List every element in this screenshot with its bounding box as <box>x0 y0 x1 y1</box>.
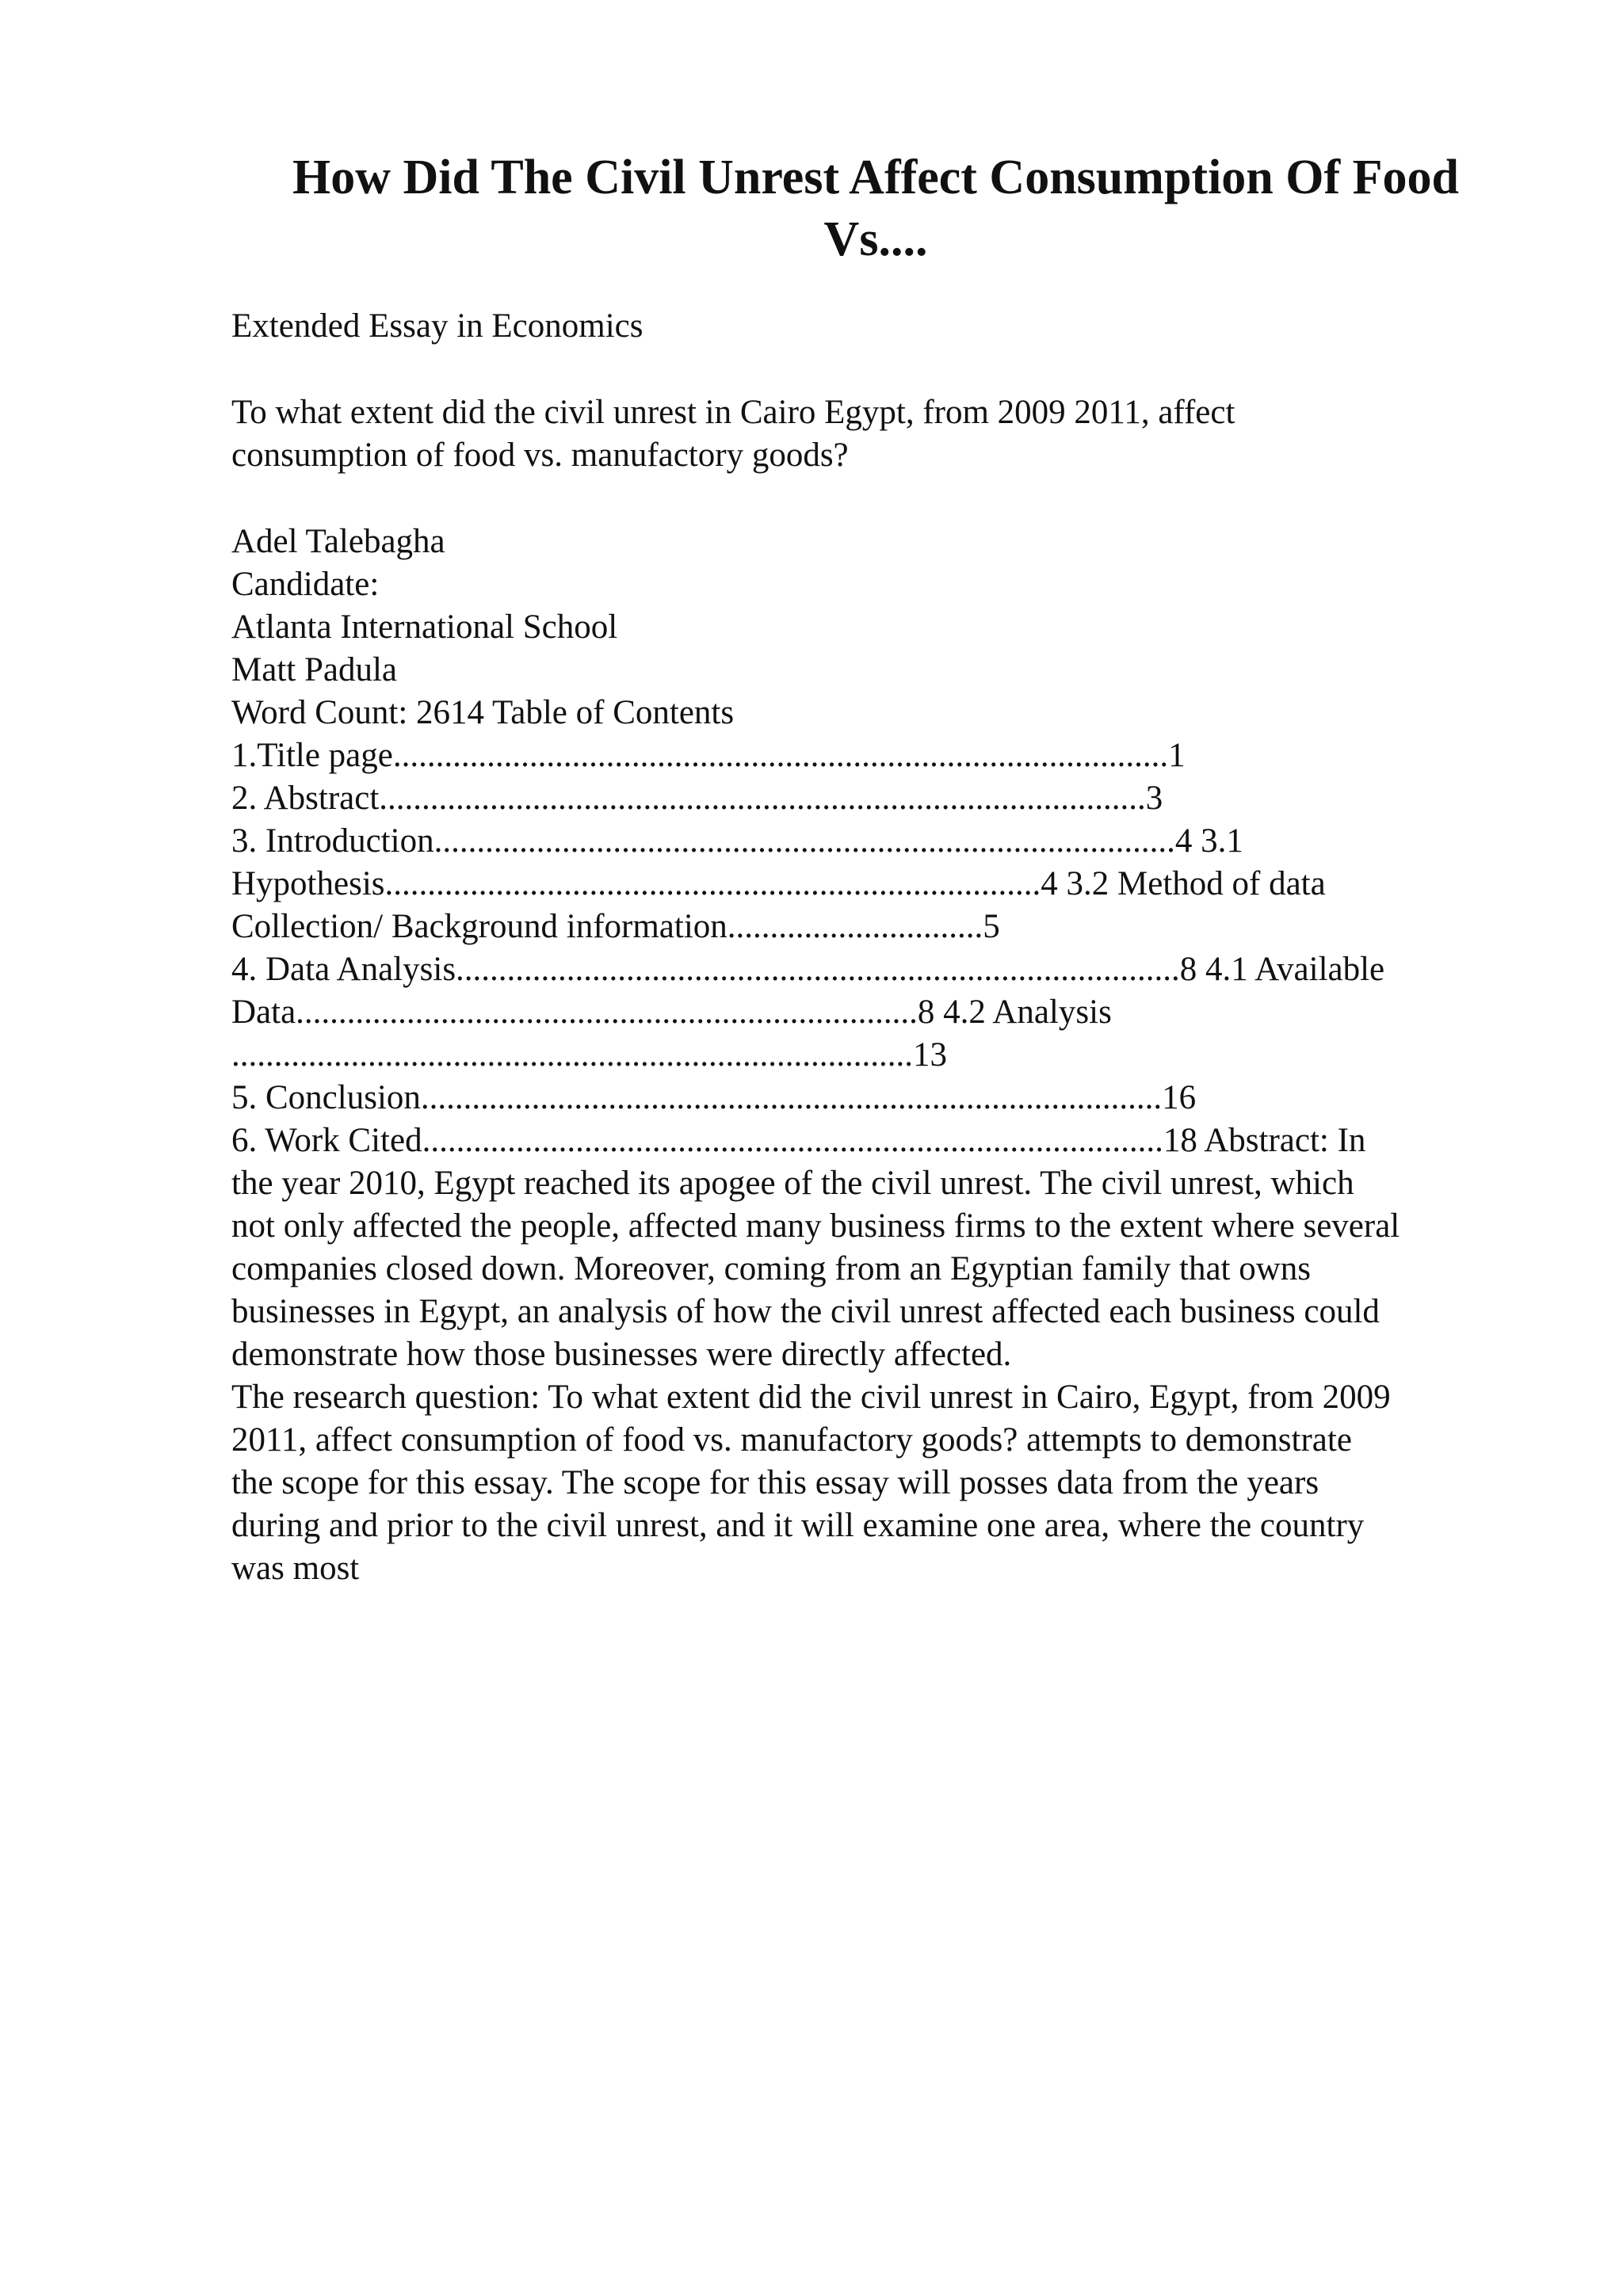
word-count-line: Word Count: 2614 Table of Contents <box>231 694 735 731</box>
toc-line: 1.Title page...........................................................................................1 <box>231 737 1186 774</box>
toc-line: 3. Introduction.......................................................................................4 3.1 <box>231 822 1243 860</box>
toc-line: 5. Conclusion.......................................................................................16 <box>231 1079 1197 1116</box>
abstract-line: during and prior to the civil unrest, and it will examine one area, where the country <box>231 1507 1365 1544</box>
toc-line: 6. Work Cited.......................................................................................18 Abstract: In <box>231 1122 1366 1159</box>
toc-line: 4. Data Analysis.....................................................................................8 4.1 Available <box>231 951 1385 988</box>
abstract-line: businesses in Egypt, an analysis of how the civil unrest affected each business could <box>231 1293 1380 1330</box>
school-name: Atlanta International School <box>231 608 618 646</box>
abstract-line: the year 2010, Egypt reached its apogee of the civil unrest. The civil unrest, which <box>231 1165 1354 1202</box>
document-title: How Did The Civil Unrest Affect Consumption Of Food Vs.... <box>292 151 1459 266</box>
abstract-line: companies closed down. Moreover, coming from an Egyptian family that owns <box>231 1250 1312 1287</box>
research-question-line-2: consumption of food vs. manufactory goods? <box>231 437 849 474</box>
abstract-line: was most <box>231 1550 360 1587</box>
toc-line: Hypothesis.............................................................................4 3.2 Method of data <box>231 865 1326 902</box>
toc-line: ................................................................................13 <box>231 1036 947 1074</box>
abstract-line: not only affected the people, affected many business firms to the extent where several <box>231 1207 1400 1245</box>
candidate-label: Candidate: <box>231 566 380 603</box>
author-name: Adel Talebagha <box>231 523 445 560</box>
document-subtitle: Extended Essay in Economics <box>231 307 643 345</box>
toc-line: Data.........................................................................8 4.2 Analysis <box>231 994 1112 1031</box>
supervisor-name: Matt Padula <box>231 651 397 688</box>
abstract-line: the scope for this essay. The scope for this essay will posses data from the years <box>231 1464 1319 1501</box>
research-question-line-1: To what extent did the civil unrest in Cairo Egypt, from 2009 2011, affect <box>231 394 1235 431</box>
abstract-line: 2011, affect consumption of food vs. manufactory goods? attempts to demonstrate <box>231 1421 1352 1459</box>
abstract-line: The research question: To what extent did the civil unrest in Cairo, Egypt, from 2009 <box>231 1379 1391 1416</box>
toc-line: Collection/ Background information..............................5 <box>231 908 1000 945</box>
toc-line: 2. Abstract..........................................................................................3 <box>231 780 1163 817</box>
abstract-line: demonstrate how those businesses were directly affected. <box>231 1336 1012 1373</box>
